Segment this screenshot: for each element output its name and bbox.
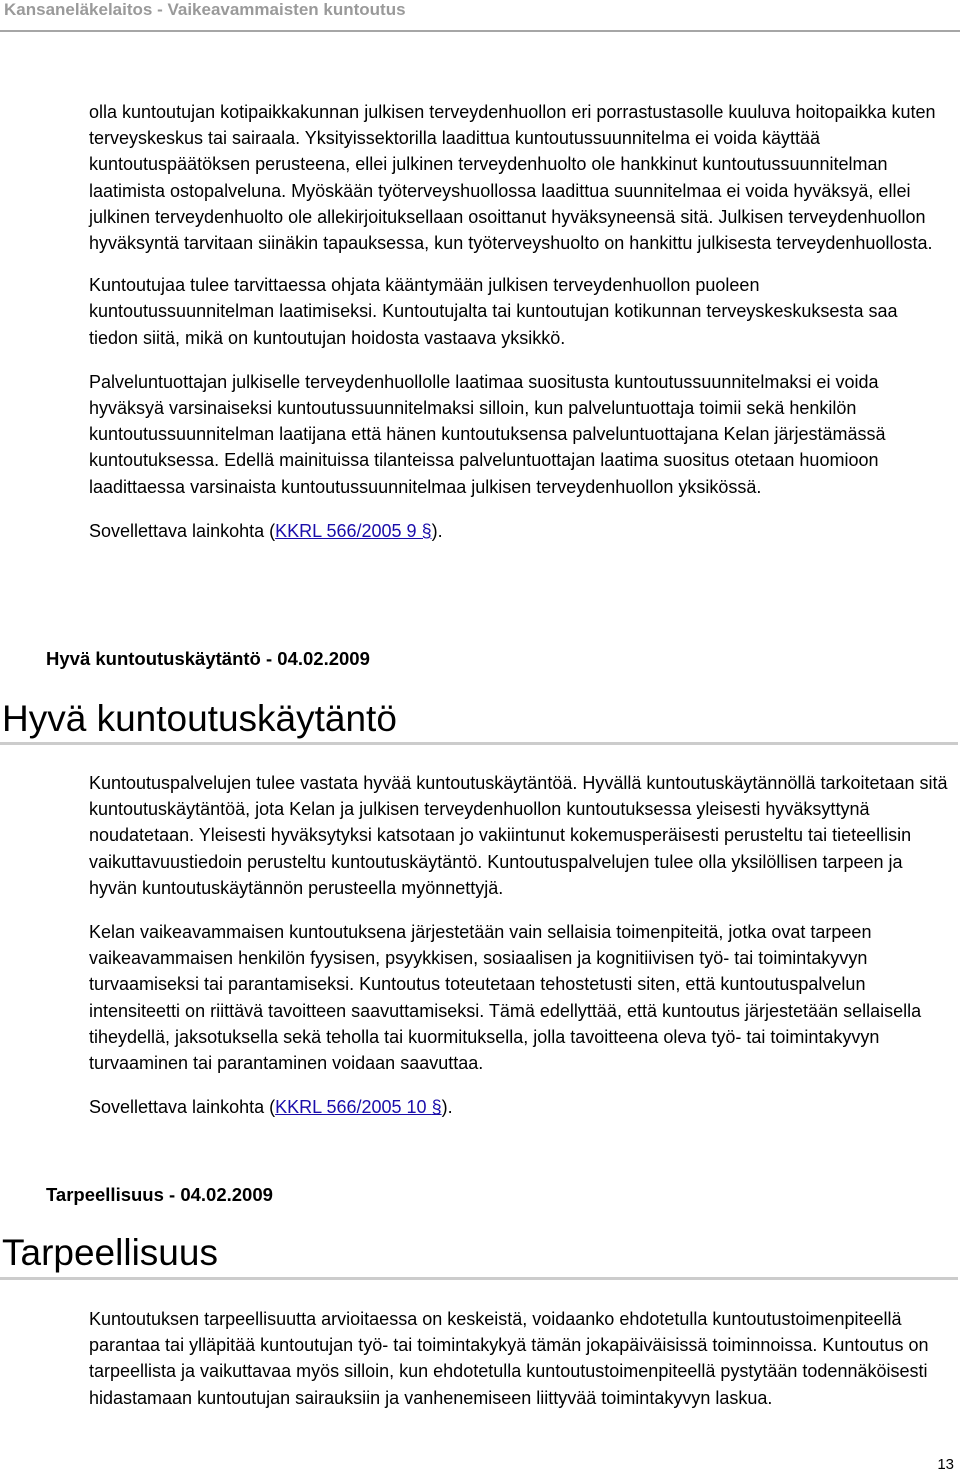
law-section-link[interactable]: § [431,1097,442,1118]
law-reference-link[interactable]: KKRL 566/2005 10 [275,1097,432,1118]
law-reference-suffix: ). [431,520,443,541]
section-heading: Hyvä kuntoutuskäytäntö [2,698,397,739]
header-title: Kansaneläkelaitos - Vaikeavammaisten kuntoutus [4,0,406,19]
law-reference-prefix: Sovellettava lainkohta ( [89,520,276,541]
section-necessity [89,1306,949,1425]
heading-divider [0,1277,958,1280]
law-reference [89,518,949,544]
section-heading: Tarpeellisuus [2,1232,218,1273]
section-date-line: Tarpeellisuus - 04.02.2009 [46,1184,273,1205]
section-date-line: Hyvä kuntoutuskäytäntö - 04.02.2009 [46,648,370,669]
paragraph: Kuntoutujaa tulee tarvittaessa ohjata kääntymään julkisen terveydenhuollon puoleen kuntoutussuunnitelman laatimiseksi. Kuntoutujalta tai kuntoutujan kotikunnan terveyskeskuksesta saa tiedon siitä, mikä on kuntoutujan hoidosta vastaava yksikkö. [89,275,898,348]
heading-divider [0,742,958,745]
paragraph: olla kuntoutujan kotipaikkakunnan julkisen terveydenhuollon eri porrastustasolle kuuluva hoitopaikka kuten terveyskeskus tai sairaala. Yksityissektorilla laadittua kuntoutussuunnitelma ei voida käyttää kuntoutuspäätöksen perusteena, ellei julkinen terveydenhuolto ole hankkinut kuntoutussuunnitelman laatimista ostopalveluna. Myöskään työterveyshuollossa laadittua suunnitelmaa ei voida hyväksyä, ellei julkinen terveydenhuolto ole allekirjoituksellaan osoittanut hyväksyneensä sitä. Julkisen terveydenhuollon hyväksyntä tarvitaan siinäkin tapauksessa, kun työterveyshuolto on hankittu julkisesta terveydenhuollosta. [89,102,936,254]
section-intro [89,99,949,558]
paragraph: Kuntoutuspalvelujen tulee vastata hyvää kuntoutuskäytäntöä. Hyvällä kuntoutuskäytännöllä tarkoitetaan sitä kuntoutuskäytäntöä, jota Kelan ja julkisen terveydenhuollon kuntoutuksessa yleisesti hyväksyttynä noudatetaan. Yleisesti hyväksytyksi katsotaan jo vakiintunut kokemusperäisesti perusteltu tai tieteellisin vaikuttavuustiedoin perusteltu kuntoutuskäytäntö. Kuntoutuspalvelujen tulee olla yksilöllisen tarpeen ja hyvän kuntoutuskäytännön perusteella myönnettyjä. [89,773,948,898]
paragraph: Kelan vaikeavammaisen kuntoutuksena järjestetään vain sellaisia toimenpiteitä, jotka ovat tarpeen vaikeavammaisen henkilön fyysisen, psyykkisen, sosiaalisen ja kognitiivisen työ- tai toimintakyvyn turvaamiseksi tai parantamiseksi. Kuntoutus toteutetaan tehostetusti siten, että kuntoutuspalvelun intensiteetti on riittävä tavoitteen saavuttamiseksi. Tämä edellyttää, että kuntoutus järjestetään sellaisella tiheydellä, jaksotuksella sekä teholla tai kuormituksella, jolla tavoitteena oleva työ- tai toimintakyvyn turvaaminen tai parantaminen voidaan saavuttaa. [89,922,922,1074]
law-reference-link[interactable]: KKRL 566/2005 9 [275,520,422,541]
page-header [0,0,960,32]
law-reference-prefix: Sovellettava lainkohta ( [89,1097,276,1118]
paragraph: Palveluntuottajan julkiselle terveydenhuollolle laatimaa suositusta kuntoutussuunnitelmaksi ei voida hyväksyä varsinaiseksi kuntoutussuunnitelmaksi silloin, kun palveluntuottaja toimii sekä henkilön kuntoutussuunnitelman laatijana että hänen kuntoutuksensa palveluntuottajana Kelan järjestämässä kuntoutuksessa. Edellä mainituissa tilanteissa palveluntuottajan laatima suositus otetaan huomioon laadittaessa varsinaista kuntoutussuunnitelmaa julkisen terveydenhuollon yksikössä. [89,371,886,497]
paragraph: Kuntoutuksen tarpeellisuutta arvioitaessa on keskeistä, voidaanko ehdotetulla kuntoutustoimenpiteellä parantaa tai ylläpitää kuntoutujan työ- tai toimintakykyä tämän jokapäiväisissä toiminnoissa. Kuntoutus on tarpeellista ja vaikuttavaa myös silloin, kun ehdotetulla kuntoutustoimenpiteellä pystytään todennäköisesti hidastamaan kuntoutujan sairauksiin ja vanhenemiseen liittyvää toimintakyvyn laskua. [89,1309,929,1408]
law-reference-suffix: ). [441,1097,453,1118]
section-good-practice [89,770,949,1134]
law-section-link[interactable]: § [421,520,432,541]
page-number: 13 [937,1456,954,1473]
law-reference [89,1094,949,1120]
